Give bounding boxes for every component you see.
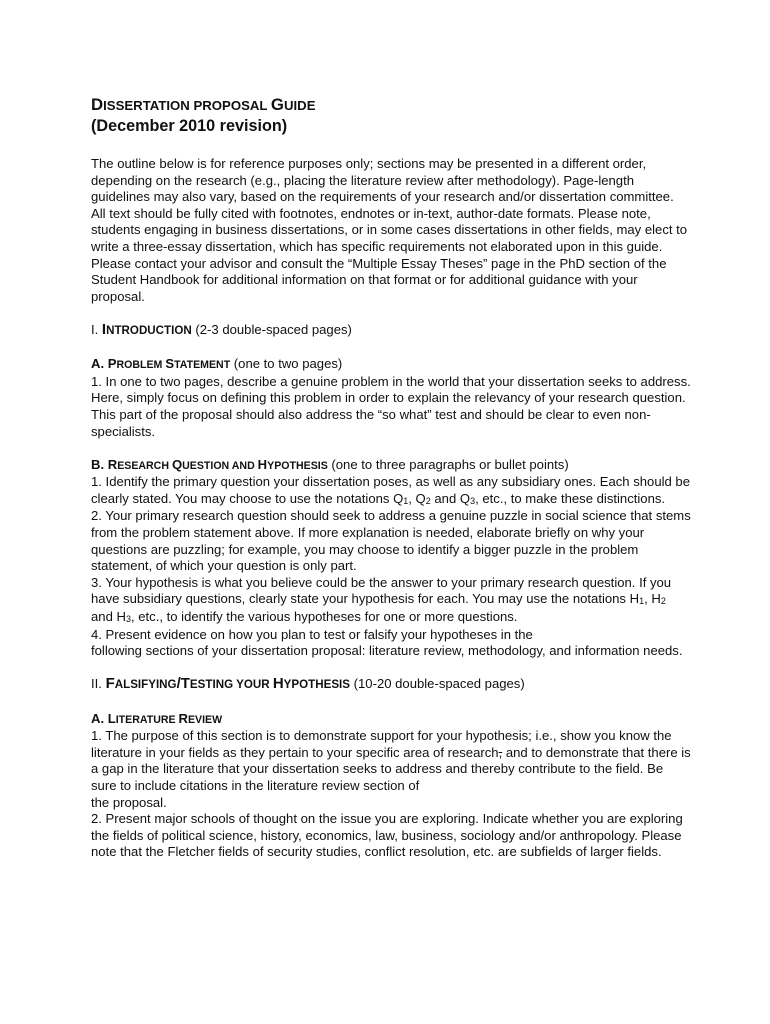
literature-review-item-2: 2. Present major schools of thought on the issue you are exploring. Indicate whether you are exploring the fields of political science, history, economics, law, business, sociology and/or anthropology. Please note that the Fletcher fields of security studies, conflict resolution, etc. are subfields of larger fields.: [91, 811, 683, 860]
document-title: DISSERTATION PROPOSAL GUIDE: [91, 95, 316, 114]
section-heading-introduction: I. INTRODUCTION (2-3 double-spaced pages): [91, 320, 352, 338]
subheading-literature-review: A. LITERATURE REVIEW: [91, 710, 223, 726]
research-question-item-3: 3. Your hypothesis is what you believe could be the answer to your primary research question. If you have subsidiary questions, clearly state your hypothesis for each. You may use the notations $H_1$, $H_2$ and $H_3$, etc., to identify the various hypotheses for one or more questions.: [91, 574, 672, 625]
research-question-item-1: 1. Identify the primary question your dissertation poses, as well as any subsidiary ones. Each should be clearly stated. You may choose to use the notations $Q_1$, $Q_2$ and $Q_3$, etc., to make these distinctions.: [91, 474, 691, 506]
subheading-research-question: B. RESEARCH QUESTION AND HYPOTHESIS (one to three paragraphs or bullet points): [91, 456, 569, 472]
research-question-item-2: 2. Your primary research question should seek to address a genuine puzzle in social science that stems from the problem statement above. If more explanation is needed, elaborate briefly on why your questions are puzzling; for example, you may choose to identify a bigger puzzle in the problem statement, of which your question is only part.: [91, 508, 691, 574]
problem-statement-item-1: 1. In one to two pages, describe a genuine problem in the world that your dissertation seeks to address. Here, simply focus on defining this problem in order to explain the relevancy of your research question. This part of the proposal should also address the “so what” test and should be clear to even non-specialists.: [91, 373, 691, 439]
research-question-item-4: 4. Present evidence on how you plan to test or falsify your hypotheses in the following sections of your dissertation proposal: literature review, methodology, and information needs.: [91, 626, 683, 659]
section-heading-falsifying: II. FALSIFYING/TESTING YOUR HYPOTHESIS (10-20 double-spaced pages): [91, 675, 525, 693]
document-subtitle: (December 2010 revision): [91, 117, 288, 135]
literature-review-item-1: 1. The purpose of this section is to demonstrate support for your hypothesis; i.e., show you know the literature in your fields as they pertain to your specific area of research, and to demonstrate that there is a gap in the literature that your dissertation seeks to address and thereby contribute to the field. Be sure to include citations in the literature review section of the proposal.: [91, 728, 691, 810]
intro-paragraph: The outline below is for reference purposes only; sections may be presented in a different order, depending on the research (e.g., placing the literature review after methodology). Page-length guidelines may also vary, based on the requirements of your research and/or dissertation committee. All text should be fully cited with footnotes, endnotes or in-text, author-date formats. Please note, students engaging in business dissertations, or in some cases dissertations in other fields, may elect to write a three-essay dissertation, which has specific requirements not elaborated upon in this guide. Please contact your advisor and consult the “Multiple Essay Theses” page in the PhD section of the Student Handbook for additional information on that format or for additional guidance with your proposal.: [91, 156, 688, 304]
document-body: [91, 94, 691, 861]
subheading-problem-statement: A. PROBLEM STATEMENT (one to two pages): [91, 356, 343, 372]
